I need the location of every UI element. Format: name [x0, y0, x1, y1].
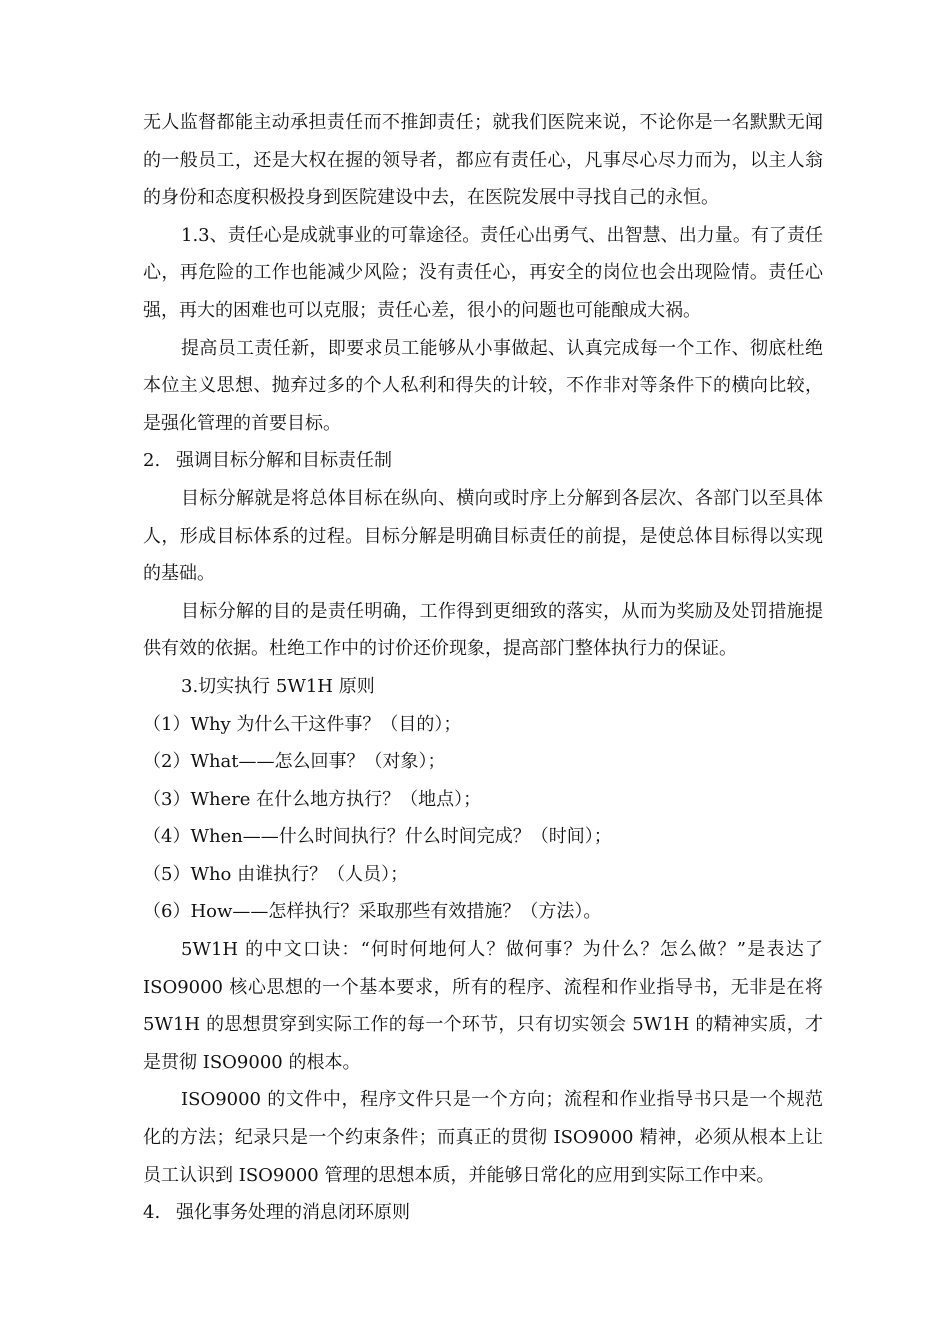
- heading-section-2: [143, 442, 823, 480]
- heading-section-2-number: 2.: [143, 450, 161, 472]
- heading-section-4-number: 4.: [143, 1202, 161, 1224]
- paragraph-goal-decomposition: 目标分解就是将总体目标在纵向、横向或时序上分解到各层次、各部门以至具体人，形成目标体系的过程。目标分解是明确目标责任的前提，是使总体目标得以实现的基础。: [143, 487, 823, 585]
- list-item-how: （6）How——怎样执行？采取那些有效措施？（方法）。: [143, 901, 602, 923]
- paragraph-improve-responsibility: 提高员工责任新，即要求员工能够从小事做起、认真完成每一个工作、彻底杜绝本位主义思想、抛弃过多的个人私利和得失的计较，不作非对等条件下的横向比较，是强化管理的首要目标。: [143, 337, 823, 434]
- list-item-who: （5）Who 由谁执行？（人员）；: [143, 863, 409, 885]
- paragraph-iso9000-files: ISO9000 的文件中，程序文件只是一个方向；流程和作业指导书只是一个规范化的方法；纪录只是一个约束条件；而真正的贯彻 ISO9000 精神，必须从根本上让员工认识到 ISO9000 管理的思想本质，并能够日常化的应用到实际工作中来。: [143, 1089, 823, 1186]
- heading-section-3: 3.切实执行 5W1H 原则: [181, 675, 375, 697]
- heading-section-4-text: 强化事务处理的消息闭环原则: [176, 1202, 410, 1224]
- paragraph-5w1h-formula: 5W1H 的中文口诀：“何时何地何人？做何事？为什么？怎么做？”是表达了 ISO9000 核心思想的一个基本要求，所有的程序、流程和作业指导书，无非是在将 5W1H 的思想贯穿到实际工作的每一个环节，只有切实领会 5W1H 的精神实质，才是贯彻 ISO9000 的根本。: [143, 939, 823, 1073]
- list-item-where: （3）Where 在什么地方执行？（地点）；: [143, 788, 482, 810]
- list-item-why: （1）Why 为什么干这件事？（目的）；: [143, 713, 462, 735]
- paragraph-goal-purpose: 目标分解的目的是责任明确，工作得到更细致的落实，从而为奖励及处罚措施提供有效的依据。杜绝工作中的讨价还价现象，提高部门整体执行力的保证。: [143, 600, 823, 660]
- heading-section-2-text: 强调目标分解和目标责任制: [176, 450, 392, 472]
- document-body: [143, 104, 823, 1232]
- list-item-when: （4）When——什么时间执行？什么时间完成？（时间）；: [143, 826, 612, 848]
- list-item-what: （2）What——怎么回事？（对象）；: [143, 751, 446, 773]
- heading-section-4: [143, 1194, 823, 1232]
- paragraph-responsibility-intro: 无人监督都能主动承担责任而不推卸责任；就我们医院来说，不论你是一名默默无闻的一般员工，还是大权在握的领导者，都应有责任心，凡事尽心尽力而为，以主人翁的身份和态度积极投身到医院建设中去，在医院发展中寻找自己的永恒。: [143, 112, 823, 209]
- paragraph-section-1-3: 1.3、责任心是成就事业的可靠途径。责任心出勇气、出智慧、出力量。有了责任心，再危险的工作也能减少风险；没有责任心，再安全的岗位也会出现险情。责任心强，再大的困难也可以克服；责任心差，很小的问题也可能酿成大祸。: [143, 224, 823, 321]
